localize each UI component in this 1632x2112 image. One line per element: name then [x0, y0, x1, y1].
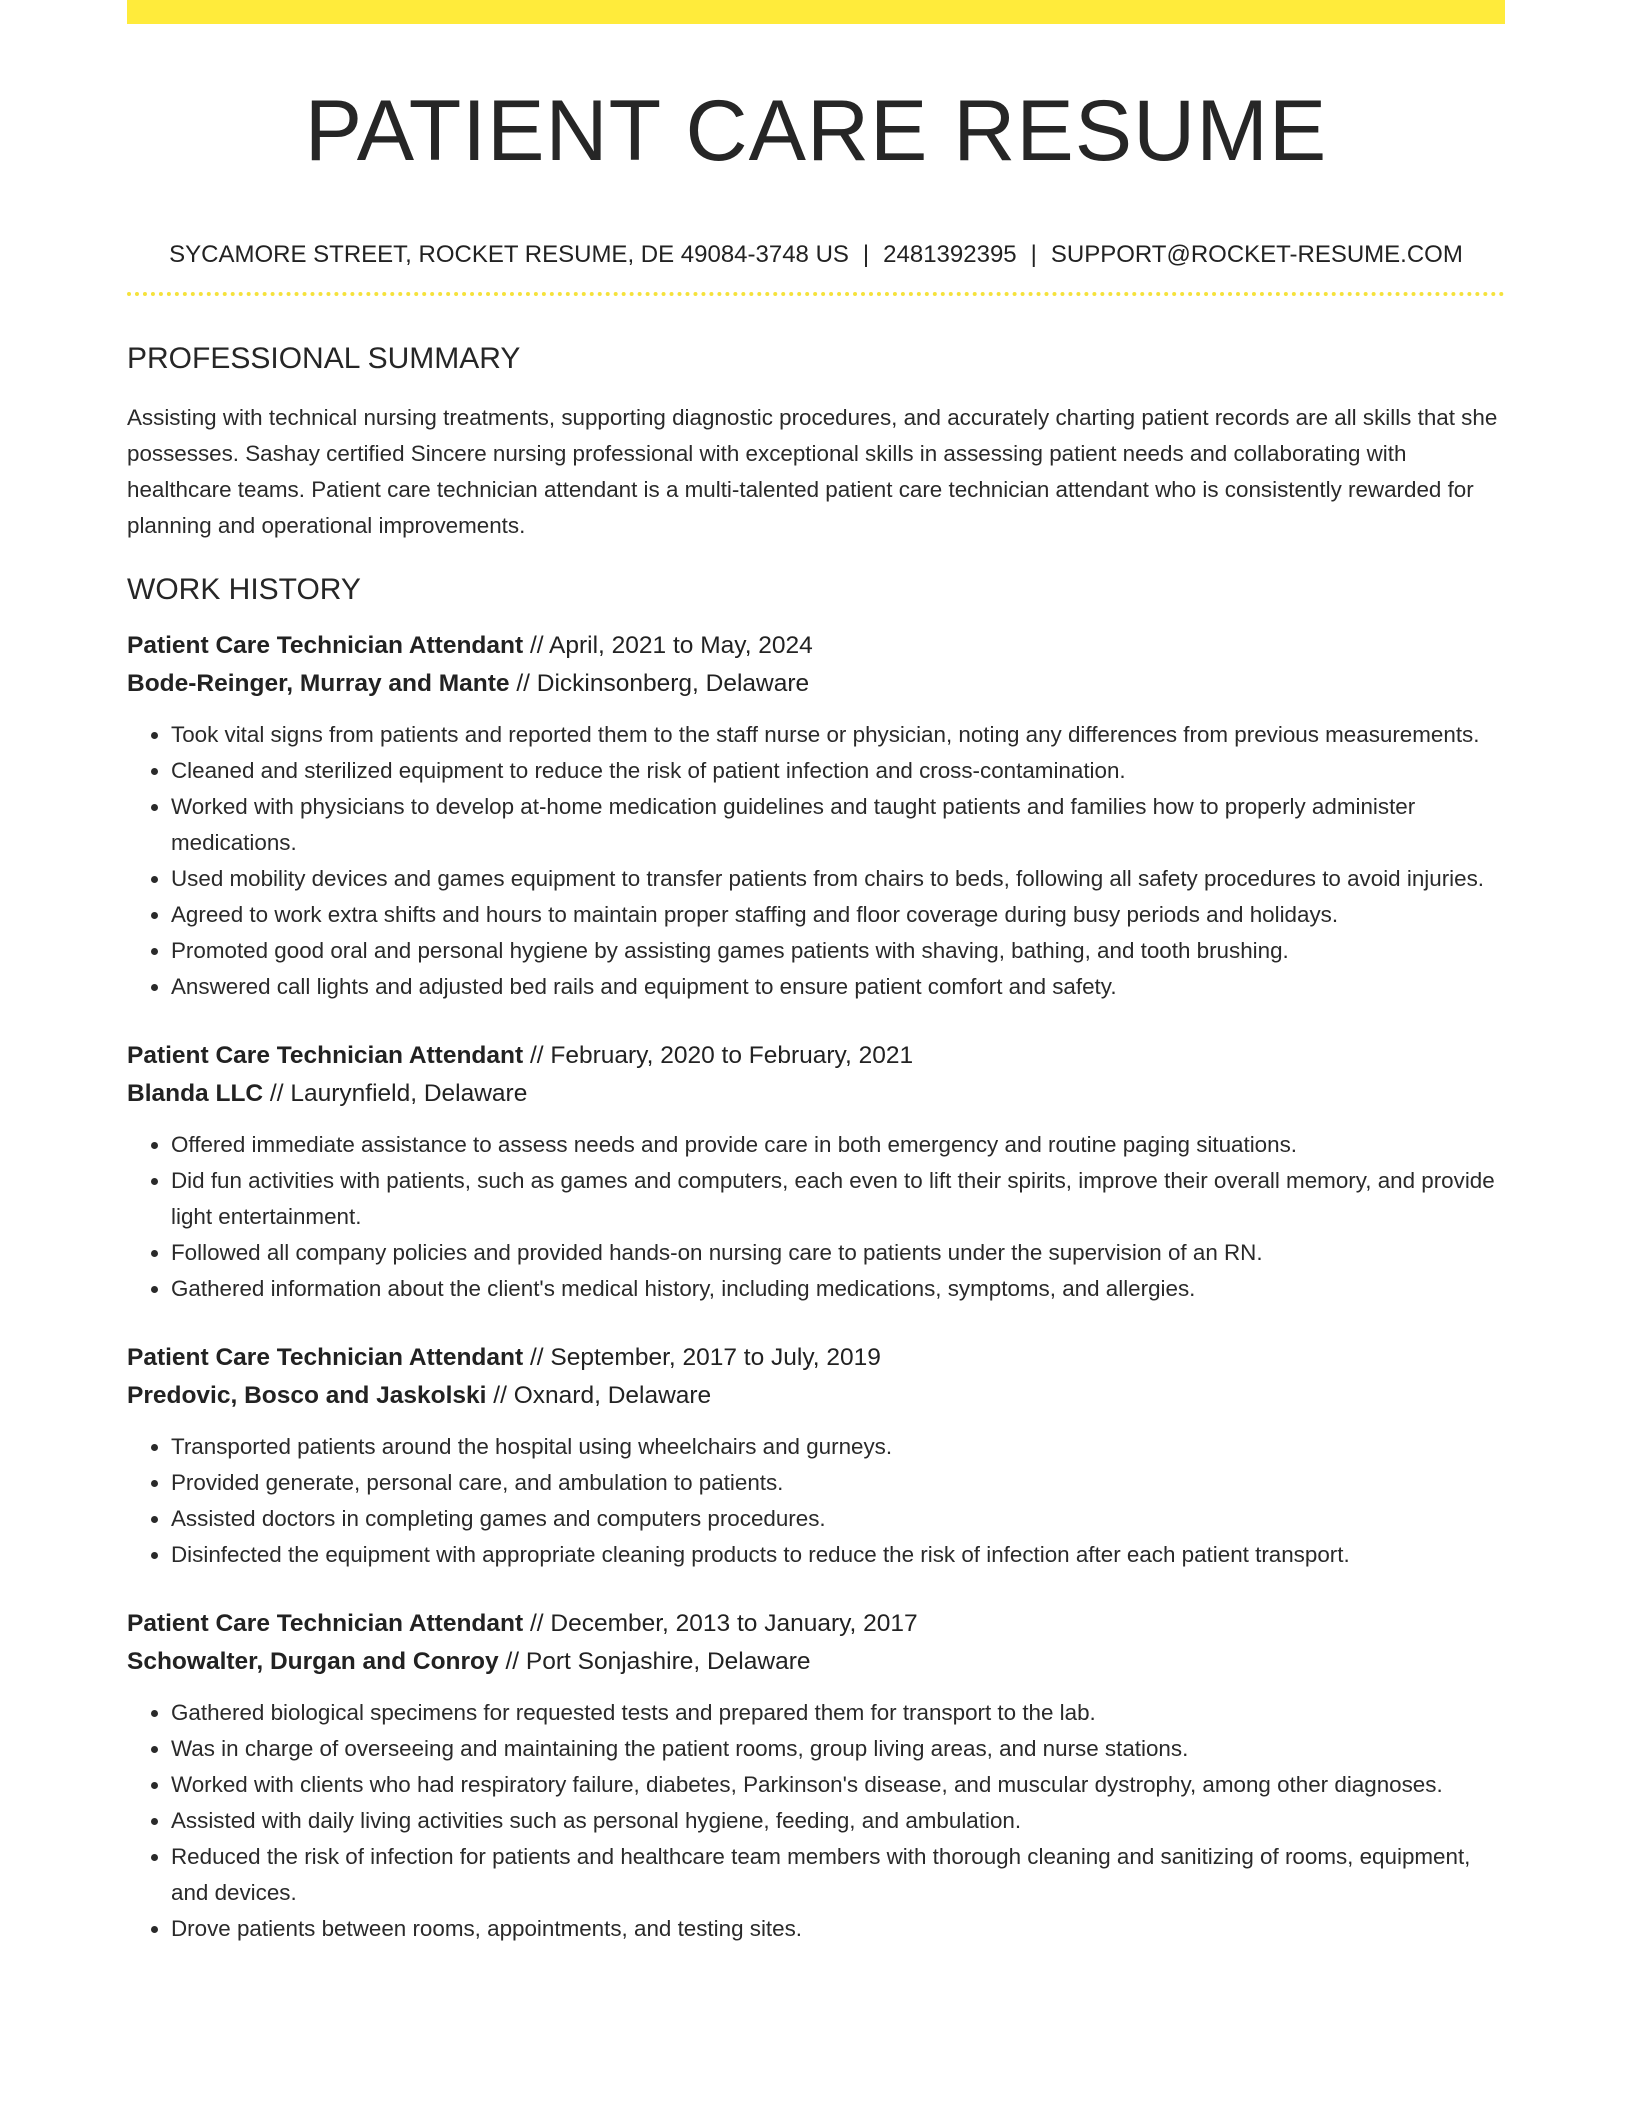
job-company-line — [127, 1377, 1505, 1415]
job-company: Schowalter, Durgan and Conroy — [127, 1648, 499, 1675]
job-duty-item: • Answered call lights and adjusted bed rails and equipment to ensure patient comfort and safety. — [171, 969, 1505, 1005]
job-duty-item: • Was in charge of overseeing and maintaining the patient rooms, group living areas, and nurse stations. — [171, 1731, 1505, 1767]
job-duties-list — [127, 1429, 1505, 1573]
job-duty-item: • Worked with physicians to develop at-home medication guidelines and taught patients and families how to properly administer medications. — [171, 789, 1505, 861]
summary-heading: PROFESSIONAL SUMMARY — [127, 342, 521, 375]
location-separator: // — [263, 1080, 291, 1107]
job-company-line — [127, 1643, 1505, 1681]
job-title: Patient Care Technician Attendant — [127, 632, 524, 659]
resume-title: PATIENT CARE RESUME — [304, 83, 1328, 179]
job-duty-item: • Took vital signs from patients and reported them to the staff nurse or physician, noting any differences from previous measurements. — [171, 717, 1505, 753]
summary-text: Assisting with technical nursing treatments, supporting diagnostic procedures, and accurately charting patient records are all skills that she possesses. Sashay certified Sincere nursing professional with exceptional skills in assessing patient needs and collaborating with healthcare teams. Patient care technician attendant is a multi-talented patient care technician attendant who is consistently rewarded for planning and operational improvements. — [127, 405, 1498, 538]
job-title-line — [127, 1605, 1505, 1643]
job-duty-item: • Offered immediate assistance to assess needs and provide care in both emergency and routine paging situations. — [171, 1127, 1505, 1163]
job-title: Patient Care Technician Attendant — [127, 1610, 524, 1637]
job-duty-item: • Disinfected the equipment with appropriate cleaning products to reduce the risk of infection after each patient transport. — [171, 1537, 1505, 1573]
job-duty-item: • Gathered biological specimens for requested tests and prepared them for transport to the lab. — [171, 1695, 1505, 1731]
job-company-line — [127, 665, 1505, 703]
contact-separator: | — [862, 241, 870, 268]
job-location: Laurynfield, Delaware — [290, 1080, 528, 1107]
contact-line — [127, 240, 1505, 270]
job-duty-item: • Followed all company policies and provided hands-on nursing care to patients under the supervision of an RN. — [171, 1235, 1505, 1271]
job-entry — [127, 1037, 1505, 1307]
job-entry — [127, 627, 1505, 1005]
job-title-line — [127, 1339, 1505, 1377]
location-separator: // — [498, 1648, 526, 1675]
contact-separator: | — [1030, 241, 1037, 268]
job-duties-list — [127, 1127, 1505, 1307]
date-separator: // — [523, 632, 550, 659]
job-duty-item: • Used mobility devices and games equipment to transfer patients from chairs to beds, following all safety procedures to avoid injuries. — [171, 861, 1505, 897]
job-dates: February, 2020 to February, 2021 — [550, 1042, 914, 1069]
job-entry — [127, 1605, 1505, 1947]
job-title: Patient Care Technician Attendant — [127, 1344, 524, 1371]
job-company-line — [127, 1075, 1505, 1113]
contact-phone[interactable]: 2481392395 — [883, 241, 1017, 268]
job-company: Blanda LLC — [127, 1080, 264, 1107]
job-duty-item: • Promoted good oral and personal hygiene by assisting games patients with shaving, bathing, and tooth brushing. — [171, 933, 1505, 969]
job-location: Port Sonjashire, Delaware — [525, 1648, 811, 1675]
job-duty-item: • Cleaned and sterilized equipment to reduce the risk of patient infection and cross-contamination. — [171, 753, 1505, 789]
job-duty-item: • Drove patients between rooms, appointments, and testing sites. — [171, 1911, 1505, 1947]
date-separator: // — [523, 1610, 551, 1637]
job-duty-item: • Provided generate, personal care, and ambulation to patients. — [171, 1465, 1505, 1501]
job-entry — [127, 1339, 1505, 1573]
job-title: Patient Care Technician Attendant — [127, 1042, 524, 1069]
job-list — [127, 627, 1505, 1947]
contact-email[interactable]: SUPPORT@ROCKET-RESUME.COM — [1050, 241, 1463, 268]
job-duty-item: • Reduced the risk of infection for patients and healthcare team members with thorough cleaning and sanitizing of rooms, equipment, and devices. — [171, 1839, 1505, 1911]
work-history-heading: WORK HISTORY — [127, 573, 361, 606]
location-separator: // — [486, 1382, 514, 1409]
resume-page — [127, 0, 1505, 1947]
job-duty-item: • Gathered information about the client's medical history, including medications, symptoms, and allergies. — [171, 1271, 1505, 1307]
job-duty-item: • Assisted doctors in completing games and computers procedures. — [171, 1501, 1505, 1537]
job-company: Predovic, Bosco and Jaskolski — [127, 1382, 487, 1409]
date-separator: // — [523, 1344, 551, 1371]
job-dates: December, 2013 to January, 2017 — [550, 1610, 918, 1637]
job-duty-item: • Assisted with daily living activities such as personal hygiene, feeding, and ambulation. — [171, 1803, 1505, 1839]
job-title-line — [127, 627, 1505, 665]
job-duties-list — [127, 717, 1505, 1005]
accent-top-bar — [127, 0, 1505, 24]
job-dates: April, 2021 to May, 2024 — [549, 632, 813, 659]
job-duties-list — [127, 1695, 1505, 1947]
dotted-divider — [127, 292, 1505, 296]
contact-address: SYCAMORE STREET, ROCKET RESUME, DE 49084-3748 US — [169, 241, 849, 268]
job-duty-item: • Worked with clients who had respiratory failure, diabetes, Parkinson's disease, and muscular dystrophy, among other diagnoses. — [171, 1767, 1505, 1803]
date-separator: // — [523, 1042, 551, 1069]
job-location: Oxnard, Delaware — [513, 1382, 712, 1409]
job-title-line — [127, 1037, 1505, 1075]
job-location: Dickinsonberg, Delaware — [536, 670, 810, 697]
job-duty-item: • Did fun activities with patients, such as games and computers, each even to lift their spirits, improve their overall memory, and provide light entertainment. — [171, 1163, 1505, 1235]
job-duty-item: • Agreed to work extra shifts and hours to maintain proper staffing and floor coverage during busy periods and holidays. — [171, 897, 1505, 933]
job-company: Bode-Reinger, Murray and Mante — [127, 670, 510, 697]
job-duty-item: • Transported patients around the hospital using wheelchairs and gurneys. — [171, 1429, 1505, 1465]
job-dates: September, 2017 to July, 2019 — [550, 1344, 881, 1371]
location-separator: // — [509, 670, 537, 697]
